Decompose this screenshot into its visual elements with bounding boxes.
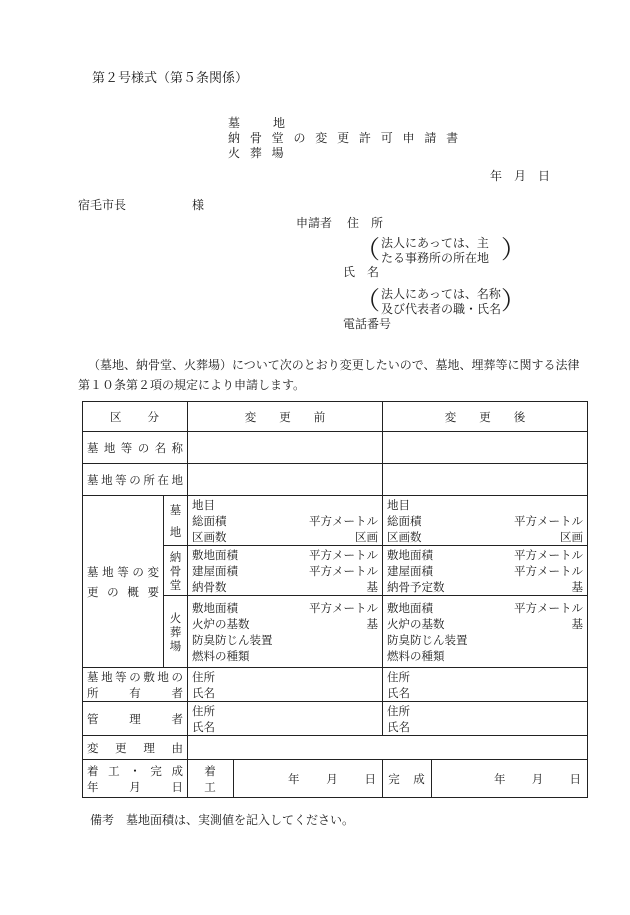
application-form-table — [82, 401, 588, 798]
addressee — [78, 199, 204, 213]
statement-line: （墓地、納骨堂、火葬場）について次のとおり変更したいので、墓地、埋葬等に関する法律 — [88, 358, 580, 372]
crematory-after[interactable]: 敷地面積 平方メートル 火炉の基数 基 防臭防じん装置 燃料の種類 — [383, 596, 588, 668]
left-bracket: （ — [355, 286, 381, 315]
overview-label-line: 墓地等の変 — [87, 564, 159, 579]
title-line: 納 骨 堂 の 変 更 許 可 申 請 書 — [228, 131, 462, 145]
crematory-before[interactable]: 敷地面積 平方メートル 火炉の基数 基 防臭防じん装置 燃料の種類 — [188, 596, 383, 668]
title-line: 墓 地 — [228, 116, 289, 130]
ossuary-sub-label: 納 骨 堂 — [164, 546, 188, 596]
applicant-address-label: 住 所 — [347, 216, 384, 230]
reason-row — [83, 736, 588, 760]
name-note-line: 法人にあっては、名称 — [381, 287, 501, 301]
manager-row — [83, 702, 588, 736]
manager-label: 管 理 者 — [83, 702, 188, 736]
ossuary-after[interactable]: 敷地面積 平方メートル 建屋面積 平方メートル 納骨予定数 基 — [383, 546, 588, 596]
complete-date[interactable]: 年 月 日 — [432, 760, 588, 798]
complete-label: 完 成 — [383, 760, 432, 798]
applicant-name-label: 氏 名 — [343, 265, 380, 279]
owner-before[interactable]: 住所 氏名 — [188, 668, 383, 702]
manager-before[interactable]: 住所 氏名 — [188, 702, 383, 736]
facility-name-after[interactable] — [383, 432, 588, 464]
address-note — [355, 235, 527, 266]
schedule-row — [83, 760, 588, 798]
reason-label: 変 更 理 由 — [83, 736, 188, 760]
application-statement — [78, 355, 598, 395]
header-after: 変 更 後 — [383, 402, 588, 432]
address-note-line: たる事務所の所在地 — [381, 251, 490, 265]
left-bracket: （ — [355, 235, 381, 264]
statement-line: 第１０条第２項の規定により申請します。 — [78, 378, 306, 392]
header-category: 区 分 — [83, 402, 188, 432]
addressee-name: 宿毛市長 — [78, 198, 127, 212]
application-date: 年 月 日 — [490, 169, 551, 183]
facility-location-after[interactable] — [383, 464, 588, 496]
facility-name-row — [83, 432, 588, 464]
facility-name-label: 墓地等の名称 — [83, 432, 188, 464]
applicant-phone-label: 電話番号 — [343, 317, 392, 331]
cemetery-sub-label: 墓 地 — [164, 496, 188, 546]
start-date[interactable]: 年 月 日 — [234, 760, 383, 798]
owner-row — [83, 668, 588, 702]
facility-name-before[interactable] — [188, 432, 383, 464]
document-title — [228, 116, 461, 161]
cemetery-after[interactable]: 地目 総面積 平方メートル 区画数 区画 — [383, 496, 588, 546]
crematory-sub-label: 火 葬 場 — [164, 596, 188, 668]
applicant-label: 申請者 — [296, 216, 333, 230]
overview-label-line: 更 の 概 要 — [87, 584, 159, 599]
overview-cemetery-row — [83, 496, 588, 546]
reason-value[interactable] — [188, 736, 588, 760]
start-label: 着 工 — [188, 760, 234, 798]
title-line: 火 葬 場 — [228, 146, 287, 160]
schedule-label: 着工・完成 年 月 日 — [83, 760, 188, 798]
facility-location-before[interactable] — [188, 464, 383, 496]
manager-after[interactable]: 住所 氏名 — [383, 702, 588, 736]
name-note-line: 及び代表者の職・氏名 — [381, 302, 502, 316]
name-note — [355, 286, 527, 317]
header-before: 変 更 前 — [188, 402, 383, 432]
right-bracket: ） — [501, 286, 527, 315]
cemetery-before[interactable]: 地目 総面積 平方メートル 区画数 区画 — [188, 496, 383, 546]
header-row — [83, 402, 588, 432]
facility-location-label: 墓地等の所在地 — [83, 464, 188, 496]
overview-label — [83, 496, 164, 668]
right-bracket: ） — [501, 235, 527, 264]
ossuary-before[interactable]: 敷地面積 平方メートル 建屋面積 平方メートル 納骨数 基 — [188, 546, 383, 596]
owner-after[interactable]: 住所 氏名 — [383, 668, 588, 702]
form-number: 第２号様式（第５条関係） — [92, 71, 249, 86]
remark-note: 備考 墓地面積は、実測値を記入してください。 — [90, 813, 355, 827]
addressee-honorific: 様 — [192, 198, 205, 212]
facility-location-row — [83, 464, 588, 496]
owner-label: 墓地等の敷地の 所 有 者 — [83, 668, 188, 702]
address-note-line: 法人にあっては、主 — [381, 236, 489, 250]
